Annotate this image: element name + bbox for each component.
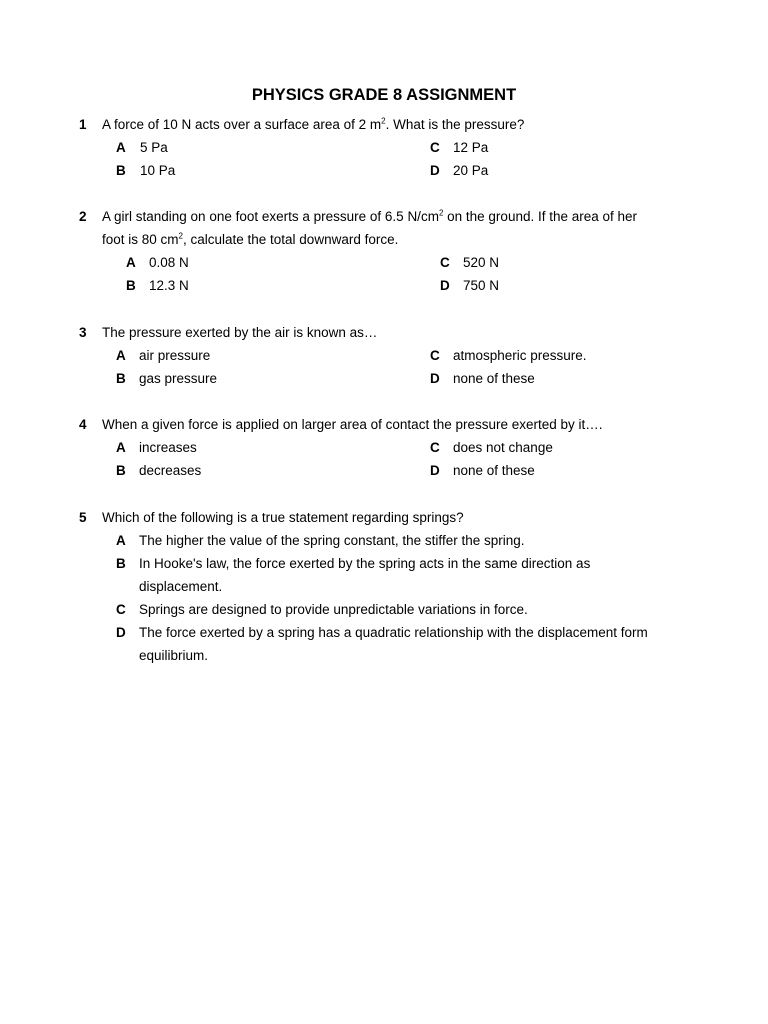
option-letter-d: D — [430, 371, 440, 386]
option-letter-b: B — [116, 556, 126, 571]
question-text-line-1: A girl standing on one foot exerts a pressure of 6.5 $N/cm^2$ on the ground. If the area of her — [102, 208, 638, 224]
option-text-c: does not change — [453, 440, 553, 455]
option-letter-d: D — [430, 463, 440, 478]
option-letter-b: B — [116, 163, 126, 178]
option-text-b: In Hooke's law, the force exerted by the spring acts in the same direction as — [139, 556, 591, 571]
option-letter-a: A — [126, 255, 136, 270]
option-letter-a: A — [116, 440, 126, 455]
question-number: 5 — [79, 510, 87, 525]
option-text-d: The force exerted by a spring has a quadratic relationship with the displacement form — [139, 625, 648, 640]
option-text-d: 20 Pa — [453, 163, 489, 178]
option-text-c: 520 N — [463, 255, 500, 270]
option-text-d-continued: equilibrium. — [139, 648, 209, 663]
question-text: When a given force is applied on larger area of contact the pressure exerted by it…. — [102, 417, 603, 432]
option-text-d: 750 N — [463, 278, 500, 293]
option-text-a: 5 Pa — [140, 140, 168, 155]
option-letter-d: D — [440, 278, 450, 293]
option-text-b-continued: displacement. — [139, 579, 223, 594]
option-text-c: Springs are designed to provide unpredictable variations in force. — [139, 602, 528, 617]
option-text-c: 12 Pa — [453, 140, 489, 155]
option-text-a: air pressure — [139, 348, 211, 363]
option-letter-b: B — [116, 371, 126, 386]
option-letter-b: B — [126, 278, 136, 293]
option-letter-a: A — [116, 140, 126, 155]
option-letter-b: B — [116, 463, 126, 478]
option-text-a: The higher the value of the spring constant, the stiffer the spring. — [139, 533, 525, 548]
question-number: 4 — [79, 417, 87, 432]
option-letter-c: C — [430, 440, 440, 455]
option-letter-c: C — [430, 348, 440, 363]
option-letter-c: C — [440, 255, 450, 270]
option-text-b: 10 Pa — [140, 163, 176, 178]
option-text-c: atmospheric pressure. — [453, 348, 587, 363]
option-letter-d: D — [116, 625, 126, 640]
option-text-a: increases — [139, 440, 197, 455]
option-text-b: decreases — [139, 463, 202, 478]
assignment-title: PHYSICS GRADE 8 ASSIGNMENT — [251, 86, 517, 104]
option-letter-a: A — [116, 348, 126, 363]
option-text-d: none of these — [453, 371, 535, 386]
question-text: Which of the following is a true statement regarding springs? — [102, 510, 464, 525]
question-number: 1 — [79, 117, 87, 132]
question-text-line-2: foot is 80 $cm^2$, calculate the total downward force. — [102, 231, 399, 247]
question-number: 2 — [79, 209, 87, 224]
option-text-b: 12.3 N — [149, 278, 189, 293]
question-text: A force of 10 N acts over a surface area of 2 $m^2$. What is the pressure? — [102, 116, 525, 132]
option-letter-c: C — [430, 140, 440, 155]
option-text-d: none of these — [453, 463, 535, 478]
option-letter-d: D — [430, 163, 440, 178]
option-letter-c: C — [116, 602, 126, 617]
option-letter-a: A — [116, 533, 126, 548]
option-text-a: 0.08 N — [149, 255, 189, 270]
question-number: 3 — [79, 325, 87, 340]
question-text: The pressure exerted by the air is known as… — [102, 325, 378, 340]
option-text-b: gas pressure — [139, 371, 218, 386]
